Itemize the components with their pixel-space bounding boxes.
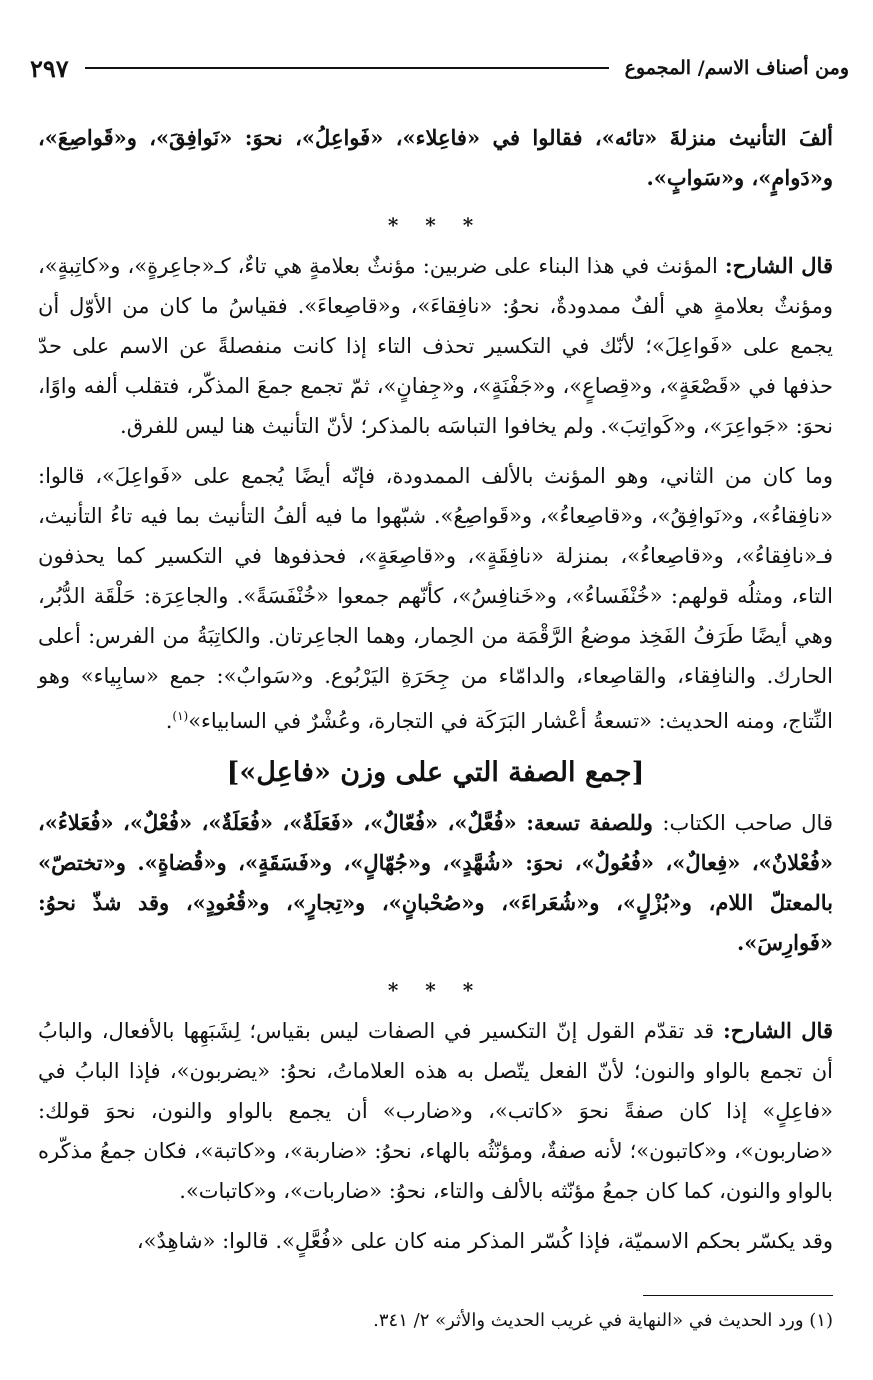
header-rule xyxy=(85,67,609,69)
sentence-end: . xyxy=(165,709,173,733)
matn-text: ألفَ التأنيث منزلةَ «تائه»، فقالوا في «فاعِلاء»، «فَواعِلُ»، نحوَ: «نَوافِقَ»، و«قَواصِعَ»، و«دَوامٍ»، و«سَوابٍ». xyxy=(38,125,833,190)
footnote: (١) ورد الحديث في «النهاية في غريب الحديث والأثر» ٢/ ٣٤١. xyxy=(373,1310,833,1331)
author-lead: قال صاحب الكتاب: xyxy=(662,811,833,835)
commentary-text: قد تقدّم القول إنّ التكسير في الصفات ليس بقياس؛ لِشَبَهِها بالأفعال، والبابُ أن تجمع بالواو والنون؛ لأنّ الفعل يتّصل به هذه العلاماتُ، نحوُ: «يضربون»، فإذا البابُ في «فاعِلٍ» إذا كان صفةً نحوَ «كاتب»، و«ضارب» أن يجمع بالواو والنون، نحوَ قولك: «ضاربون»، و«كاتبون»؛ لأنه صفةٌ، ومؤنّثُه بالهاء، نحوُ: «ضاربة»، و«كاتبة»، فكان جمعُ مذكّره بالواو والنون، كما كان جمعُ مؤنّثه بالألف والتاء، نحوُ: «ضاربات»، و«كاتبات». xyxy=(38,1019,833,1203)
commentator-lead: قال الشارح: xyxy=(724,253,833,278)
commentary-text: وقد يكسّر بحكم الاسميّة، فإذا كُسّر المذكر منه كان على «فُعَّلٍ». قالوا: «شاهِدٌ»، xyxy=(136,1229,833,1253)
page-number: ٢٩٧ xyxy=(30,53,69,83)
commentary-paragraph-2 xyxy=(38,456,833,741)
commentary-text: وما كان من الثاني، وهو المؤنث بالألف الممدودة، فإنّه أيضًا يُجمع على «فَواعِلَ»، قالوا: «نافِقاءُ»، و«نَوافِقُ»، و«قاصِعاءُ»، و«قَواصِعُ». شبّهوا ما فيه ألفُ التأنيث بما فيه تاءُ التأنيث، فـ«نافِقاءُ»، و«قاصِعاءُ»، بمنزلة «نافِقَةٍ»، و«قاصِعَةٍ»، فحذفوها في التكسير كما يحذفون التاء، ومثلُه قولهم: «خُنْفَساءُ»، و«خَنافِسُ»، كأنّهم جمعوا «خُنْفَسَةً». والجاعِرَة: حَلْقَة الدُّبُر، وهي أيضًا طَرَفُ الفَخِذ موضعُ الرَّقْمَة من الحِمار، وهما الجاعِرتان. والكاتِبَةُ من الفرس: أعلى الحارك. والنافِقاء، والقاصِعاء، والدامّاء من جِحَرَةِ اليَرْبُوع. و«سَوابٌ»: جمع «سابِياء» وهو النِّتاج، ومنه الحديث: «تسعةُ أعْشار البَرَكَة في التجارة، وعُشْرٌ في السابياء» xyxy=(38,464,833,733)
commentary-text: المؤنث في هذا البناء على ضربين: مؤنثٌ بعلامةٍ هي تاءٌ، كـ«جاعِرةٍ»، و«كاتِبةٍ»، ومؤنثٌ بعلامةٍ هي ألفٌ ممدودةٌ، نحوُ: «نافِقاءَ»، و«قاصِعاءَ». فقياسُ ما كان من الأوّل أن يجمع على «فَواعِلَ»؛ لأنّك في التكسير تحذف التاء إذا كانت منفصلةً عن الاسم على حدّ حذفها في «قَصْعَةٍ»، و«قِصاعٍ»، و«جَفْنَةٍ»، و«جِفانٍ»، ثمّ تجمع جمعَ المذكّر، فتقلب ألفه واوًا، نحوَ: «جَواعِرَ»، و«كَواتِبَ». ولم يخافوا التباسَه بالمذكر؛ لأنّ التأنيث هنا ليس للفرق. xyxy=(38,254,833,438)
footnote-rule xyxy=(643,1295,833,1296)
author-paragraph xyxy=(38,803,833,963)
running-title: ومن أصناف الاسم/ المجموع xyxy=(624,57,849,79)
page-body xyxy=(38,118,833,1271)
footnote-marker[interactable]: (١) xyxy=(172,709,189,723)
separator-stars-2: * * * xyxy=(387,978,484,1002)
section-heading: [جمع الصفة التي على وزن «فاعِل»] xyxy=(226,757,645,788)
commentary-paragraph-4 xyxy=(38,1221,833,1261)
commentary-paragraph-3 xyxy=(38,1011,833,1211)
separator-stars: * * * xyxy=(387,213,484,237)
author-text: وللصفة تسعة: «فُعَّلٌ»، «فُعّالٌ»، «فَعَلَةٌ»، «فُعَلَةٌ»، «فُعْلٌ»، «فُعَلاءُ»، «فُعْلانٌ»، «فِعالٌ»، «فُعُولٌ»، نحوَ: «شُهَّدٍ»، و«جُهّالٍ»، و«فَسَقَةٍ»، و«قُضاةٍ». و«تختصّ» بالمعتلّ اللام، و«بُزْلٍ»، و«شُعَراءَ»، و«صُحْبانٍ»، و«تِجارٍ»، و«قُعُودٍ»، وقد شذّ نحوُ: «فَوارِسَ». xyxy=(38,810,833,955)
commentary-paragraph-1 xyxy=(38,246,833,446)
commentator-lead: قال الشارح: xyxy=(723,1018,833,1043)
matn-continuation xyxy=(38,118,833,198)
running-header xyxy=(30,48,849,88)
